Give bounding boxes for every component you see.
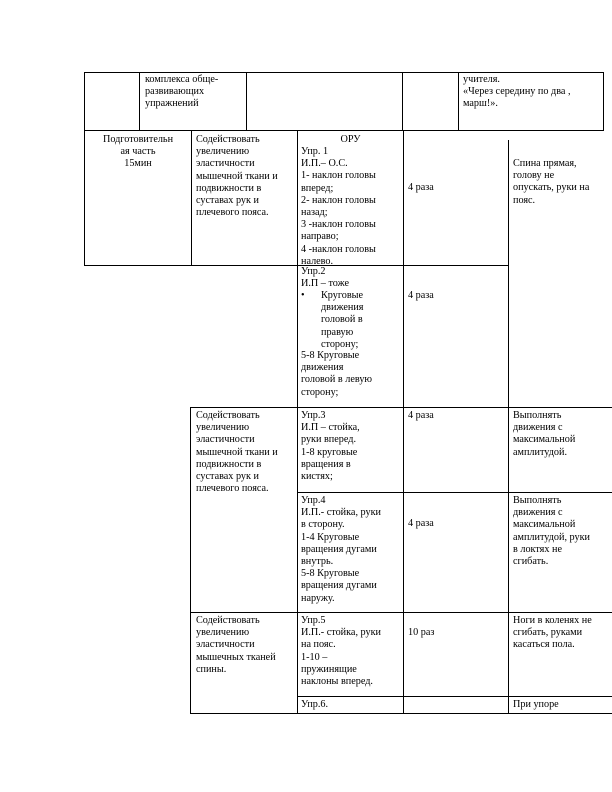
exercise-text: Упр.2 И.П – тоже bbox=[301, 266, 350, 290]
notes-text: При упоре bbox=[513, 699, 559, 710]
exercise-text: Упр.3 И.П – стойка, руки вперед. 1-8 круговые вращения в кистях; bbox=[301, 410, 360, 483]
grid-line bbox=[603, 72, 604, 130]
grid-line bbox=[190, 407, 612, 408]
notes-text: Выполнять движения с максимальной амплитудой, руки в локтях не сгибать. bbox=[513, 495, 591, 568]
grid-line bbox=[458, 72, 459, 130]
grid-line bbox=[403, 130, 404, 714]
top-row-text-col5: учителя. «Через середину по два , марш!». bbox=[463, 74, 571, 110]
dosage-text: 4 раза bbox=[408, 410, 434, 421]
exercise-text: Упр. 1 И.П.– О.С. 1- наклон головы вперед; 2- наклон головы назад; 3 -наклон головы направо; 4 -наклон головы налево. bbox=[301, 146, 376, 267]
dosage-text: 10 раз bbox=[408, 627, 435, 638]
exercise-text: Упр.5 И.П.- стойка, руки на пояс. 1-10 – пружинящие наклоны вперед. bbox=[301, 615, 381, 688]
goal-text: Содействовать увеличению эластичности мышечной ткани и подвижности в суставах рук и плечевого пояса. bbox=[196, 134, 278, 219]
exercise-heading: ОРУ bbox=[340, 134, 361, 145]
grid-line bbox=[508, 140, 509, 407]
bullet-icon: • bbox=[301, 290, 305, 301]
grid-line bbox=[190, 612, 612, 613]
grid-line bbox=[190, 713, 612, 714]
grid-line bbox=[139, 72, 140, 130]
grid-line bbox=[84, 265, 297, 266]
grid-line bbox=[297, 696, 612, 697]
notes-text: Спина прямая, голову не опускать, руки на пояс. bbox=[513, 158, 590, 206]
grid-line bbox=[84, 72, 604, 73]
section-part-label: Подготовительн ая часть 15мин bbox=[102, 134, 174, 170]
goal-text: Содействовать увеличению эластичности мышечных тканей спины. bbox=[196, 615, 276, 675]
dosage-text: 4 раза bbox=[408, 290, 434, 301]
exercise-bullet-item bbox=[301, 290, 403, 352]
dosage-text: 4 раза bbox=[408, 518, 434, 529]
grid-line bbox=[84, 130, 604, 131]
grid-line bbox=[191, 130, 192, 266]
notes-text: Ноги в коленях не сгибать, руками касаться пола. bbox=[513, 615, 592, 651]
grid-line bbox=[84, 72, 85, 266]
grid-line bbox=[297, 130, 298, 714]
grid-line bbox=[508, 407, 509, 714]
exercise-text: Упр.4 И.П.- стойка, руки в сторону. 1-4 Круговые вращения дугами внутрь. 5-8 Круговые вращения дугами наружу. bbox=[301, 495, 381, 604]
exercise-bullet-text: Круговые движения головой в правую сторону; bbox=[321, 290, 364, 350]
grid-line bbox=[402, 72, 403, 130]
notes-text: Выполнять движения с максимальной амплитудой. bbox=[513, 410, 576, 458]
goal-text: Содействовать увеличению эластичности мышечной ткани и подвижности в суставах рук и плечевого пояса. bbox=[196, 410, 278, 495]
exercise-text: 5-8 Круговые движения головой в левую сторону; bbox=[301, 350, 373, 398]
grid-line bbox=[190, 407, 191, 714]
grid-line bbox=[246, 72, 247, 130]
exercise-text: Упр.6. bbox=[301, 699, 329, 710]
dosage-text: 4 раза bbox=[408, 182, 434, 193]
grid-line bbox=[297, 492, 612, 493]
top-row-text-col2: комплекса обще- развивающих упражнений bbox=[145, 74, 219, 110]
